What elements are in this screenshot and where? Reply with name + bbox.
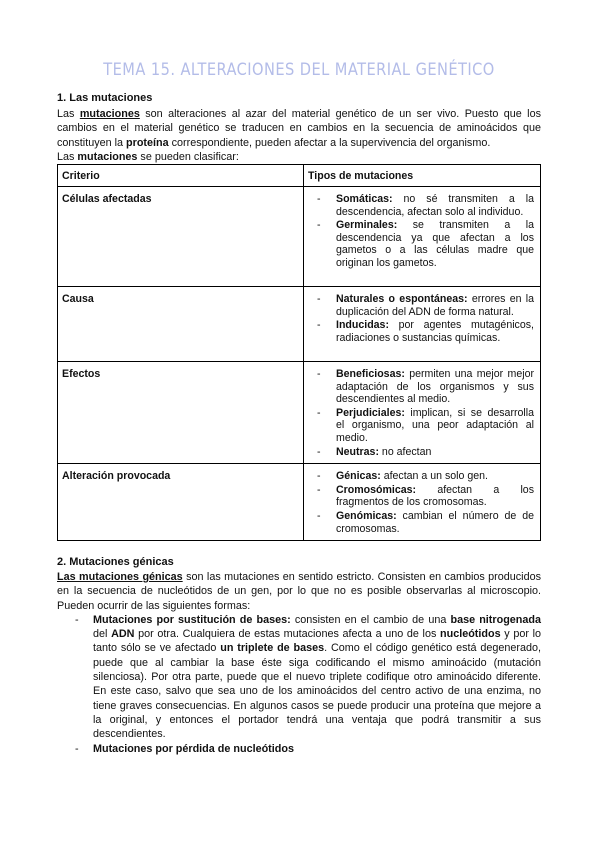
term-bold: mutaciones <box>77 150 138 163</box>
text: afectan a un solo gen. <box>380 470 488 483</box>
term-bold: Mutaciones por pérdida de nucleótidos <box>93 742 294 755</box>
list <box>336 293 534 344</box>
table-header-row <box>58 165 541 187</box>
term-bold: Somáticas: <box>336 193 393 205</box>
term-bold: Perjudiciales: <box>336 406 405 419</box>
term-bold: Las mutaciones génicas <box>57 571 183 583</box>
term-bold: Germinales: <box>336 219 398 232</box>
term-bold: Beneficiosas: <box>336 368 405 380</box>
term-bold: Cromosómicas: <box>336 483 417 496</box>
text: implican, si se desarrolla el organismo, una peor adaptación al medio. <box>336 406 534 444</box>
text: . Como el código genético está degenerado, puede que al cambiar la base éste siga codificando el mismo aminoácido (mutación silenciosa). Por otra parte, puede que el nuevo triplete codifique otro aminoácido diferente. En este caso, salvo que sea uno de los aminoácidos del centro activo de una enzima, no tiene graves consecuencias. En algunos casos se puede producir una proteína que mejore a la original, y entonces el portador tendrá una ventaja que podrá transmitir a sus descendientes. <box>93 642 542 741</box>
text: son alteraciones al azar del material genético de un ser vivo. Puesto que los cambios en el material genético se traducen en cambios en la secuencia de aminoácidos que constituyen la <box>57 108 541 149</box>
text: por otra. Cualquiera de estas mutaciones afecta a uno de los <box>134 628 441 641</box>
list-item <box>336 193 534 218</box>
classification-table <box>57 164 541 541</box>
text: Las <box>57 150 78 163</box>
text: por agentes mutagénicos, radiaciones o sustancias químicas. <box>336 319 534 344</box>
table-row <box>58 464 541 541</box>
list-item <box>336 219 534 269</box>
list-item <box>336 319 534 344</box>
table-cell-criterio: Alteración provocada <box>58 464 304 541</box>
text: consisten en el cambio de una <box>290 613 451 626</box>
table-cell-criterio: Causa <box>58 287 304 362</box>
term-bold: Naturales o espontáneas: <box>336 293 468 305</box>
term-bold: nucleótidos <box>440 628 501 641</box>
table-cell-tipos <box>304 187 541 287</box>
table-row <box>58 362 541 464</box>
list-item <box>336 407 534 445</box>
list <box>57 613 541 756</box>
text: afectan a los fragmentos de los cromosomas. <box>336 483 534 509</box>
list-item <box>336 510 534 535</box>
table-row <box>58 287 541 362</box>
list-item <box>336 484 534 509</box>
text: errores en la duplicación del ADN de forma natural. <box>336 293 534 318</box>
text: Las <box>57 108 80 120</box>
table-header-cell: Criterio <box>58 165 304 187</box>
term-bold: proteína <box>126 136 169 149</box>
list-item <box>93 742 541 756</box>
section-heading: 2. Mutaciones génicas <box>57 556 174 568</box>
list <box>336 193 534 270</box>
section-heading: 1. Las mutaciones <box>57 92 153 104</box>
text: no sé transmiten a la descendencia, afectan solo al individuo. <box>336 193 534 218</box>
list-item <box>336 368 534 406</box>
text: son las mutaciones en sentido estricto. Consisten en cambios producidos en la secuencia de nucleótidos de un gen, por lo que no es posible observarlas al microscopio. Pueden ocurrir de las siguientes formas: <box>57 571 541 612</box>
table-cell-tipos <box>304 464 541 541</box>
term-bold: Inducidas: <box>336 319 389 332</box>
list-item <box>336 470 534 483</box>
table-row <box>58 187 541 287</box>
section-mutaciones <box>57 92 541 164</box>
table-cell-tipos <box>304 287 541 362</box>
term-bold: un triplete de bases <box>220 642 325 655</box>
table-header-cell: Tipos de mutaciones <box>304 165 541 187</box>
text: se transmiten a la descendencia ya que afectan a los gametos o a las células madre que originan los gametos. <box>336 219 534 269</box>
list-item <box>336 293 534 318</box>
list <box>336 368 534 458</box>
table-cell-criterio: Células afectadas <box>58 187 304 287</box>
list-item <box>336 446 534 459</box>
term-bold: mutaciones <box>79 108 140 120</box>
term-bold: Genómicas: <box>336 509 397 522</box>
text: del <box>93 628 112 641</box>
table-cell-criterio: Efectos <box>58 362 304 464</box>
list-item <box>93 613 541 742</box>
page-title: TEMA 15. ALTERACIONES DEL MATERIAL GENÉTICO <box>103 60 495 80</box>
term-bold: ADN <box>111 628 135 641</box>
text: se pueden clasificar: <box>137 150 239 163</box>
table-cell-tipos <box>304 362 541 464</box>
paragraph <box>57 150 541 164</box>
text: cambian el número de de cromosomas. <box>336 509 534 535</box>
text: correspondiente, pueden afectar a la supervivencia del organismo. <box>168 136 491 149</box>
text: permiten una mejor mejor adaptación de los organismos y sus descendientes al medio. <box>336 368 534 406</box>
paragraph <box>57 107 541 150</box>
term-bold: Neutras: <box>336 445 379 458</box>
term-bold: Génicas: <box>336 470 381 483</box>
term-bold: base nitrogenada <box>450 613 541 626</box>
list <box>336 470 534 535</box>
term-bold: Mutaciones por sustitución de bases: <box>93 613 291 626</box>
section-mutaciones-genicas <box>57 556 541 756</box>
paragraph <box>57 570 541 613</box>
text: y por lo tanto sólo se ve afectado <box>93 628 541 655</box>
text: no afectan <box>378 445 432 458</box>
